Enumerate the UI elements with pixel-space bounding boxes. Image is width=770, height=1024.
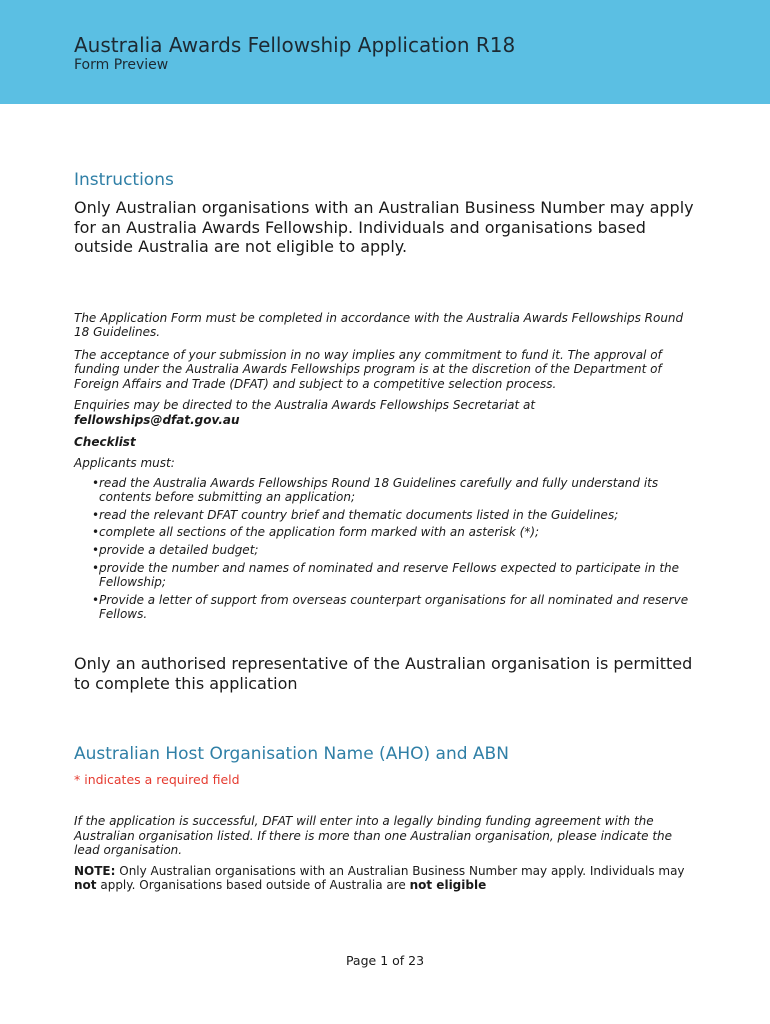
page-number: Page 1 of 23	[345, 953, 425, 968]
bullet-icon: •	[92, 543, 100, 558]
main-content	[74, 170, 694, 893]
header-banner	[0, 0, 770, 104]
note-label: NOTE:	[74, 863, 116, 878]
eligibility-note: NOTE: Only Australian organisations with an Australian Business Number may apply. Individuals may not apply. Organisations based outside of Australia are not eligible	[74, 863, 685, 893]
bullet-icon: •	[92, 560, 100, 575]
aho-heading: Australian Host Organisation Name (AHO) and ABN	[74, 744, 509, 764]
enquiries-text: Enquiries may be directed to the Australia Awards Fellowships Secretariat at	[74, 398, 536, 413]
checklist-title: Checklist	[74, 434, 136, 449]
checklist-item: • read the Australia Awards Fellowships Round 18 Guidelines carefully and fully understand its contents before submitting an application;	[92, 475, 659, 505]
checklist-item: • complete all sections of the application form marked with an asterisk (*);	[92, 525, 540, 540]
page-title: Australia Awards Fellowship Application R18	[74, 33, 516, 57]
bullet-icon: •	[92, 525, 100, 540]
enquiries-email-link[interactable]: fellowships@dfat.gov.au	[74, 413, 240, 428]
enquiries-paragraph	[74, 398, 694, 427]
authorised-rep-notice: Only an authorised representative of the Australian organisation is permitted to complete this application	[74, 654, 693, 693]
checklist-item: • provide a detailed budget;	[92, 543, 259, 558]
instructions-heading: Instructions	[74, 170, 174, 190]
bullet-icon: •	[92, 507, 100, 522]
checklist-item: • Provide a letter of support from overseas counterpart organisations for all nominated and reserve Fellows.	[92, 592, 689, 622]
checklist	[74, 476, 694, 622]
guidelines-paragraph: The Application Form must be completed in accordance with the Australia Awards Fellowships Round 18 Guidelines.	[74, 310, 684, 340]
page-subtitle: Form Preview	[74, 57, 169, 73]
funding-agreement-paragraph: If the application is successful, DFAT will enter into a legally binding funding agreement with the Australian organisation listed. If there is more than one Australian organisation, please indicate the lead organisation.	[74, 814, 673, 858]
bullet-icon: •	[92, 592, 100, 607]
applicants-must: Applicants must:	[74, 455, 175, 470]
required-field-note: * indicates a required field	[74, 772, 240, 787]
instructions-intro: Only Australian organisations with an Australian Business Number may apply for an Australia Awards Fellowship. Individuals and organisations based outside Australia are not eligible to apply.	[74, 198, 694, 256]
checklist-item: • read the relevant DFAT country brief and thematic documents listed in the Guidelines;	[92, 507, 619, 522]
acceptance-paragraph: The acceptance of your submission in no way implies any commitment to fund it. The approval of funding under the Australia Awards Fellowships program is at the discretion of the Department of Foreign Affairs and Trade (DFAT) and subject to a competitive selection process.	[74, 347, 662, 391]
bullet-icon: •	[92, 475, 100, 490]
checklist-item: • provide the number and names of nominated and reserve Fellows expected to participate in the Fellowship;	[92, 560, 680, 590]
